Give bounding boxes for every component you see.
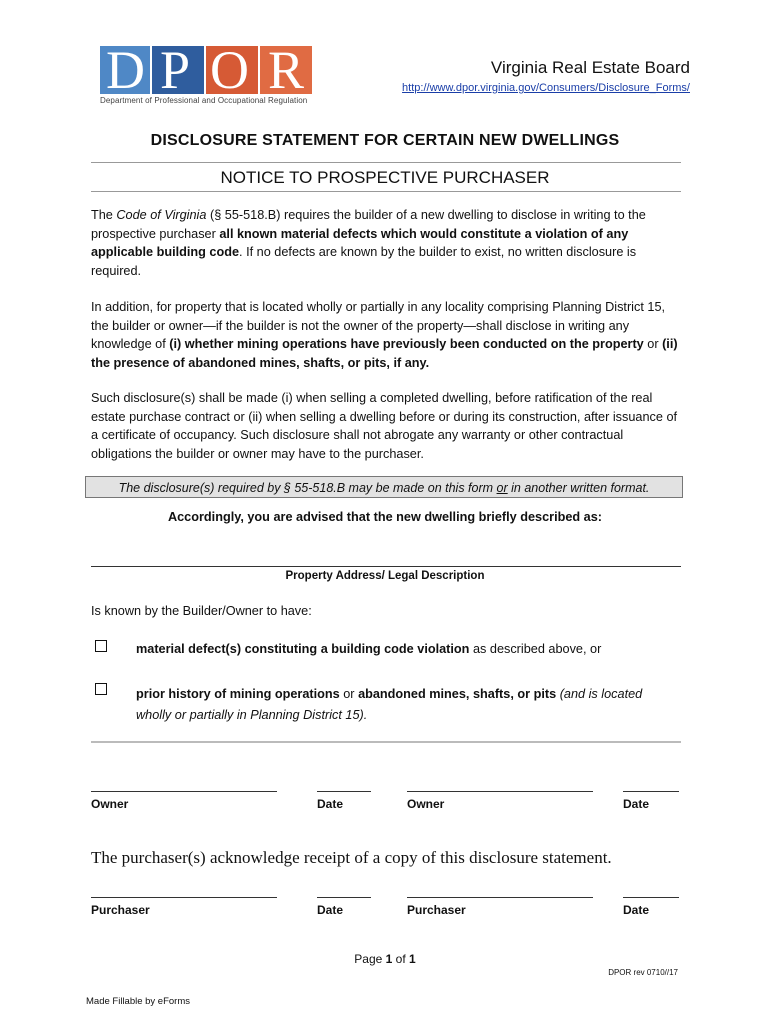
logo-letter: R	[268, 40, 305, 100]
form-subtitle: NOTICE TO PROSPECTIVE PURCHASER	[220, 168, 550, 187]
date-label: Date	[317, 797, 344, 811]
purchaser-label: Purchaser	[91, 903, 150, 917]
subtitle-divider	[91, 191, 681, 192]
owner-date-field[interactable]	[623, 791, 679, 792]
purchaser-signature-field[interactable]	[91, 897, 277, 898]
disclosure-forms-link[interactable]: http://www.dpor.virginia.gov/Consumers/Disclosure_Forms/	[402, 82, 690, 94]
property-address-field[interactable]	[91, 566, 681, 567]
known-statement: Is known by the Builder/Owner to have:	[91, 604, 312, 618]
page-number: Page 1 of 1	[354, 952, 416, 966]
purchaser-signature-field[interactable]	[407, 897, 593, 898]
paragraph-mining-disclosure: In addition, for property that is located wholly or partially in any locality comprising Planning District 15, the builder or owner—if the builder is not the owner of the property—shall disclose in writing any knowledge of (i) whether mining operations have previously been conducted on the property or (ii) the presence of abandoned mines, shafts, or pits, if any.	[91, 300, 678, 370]
option-mining-label: prior history of mining operations or abandoned mines, shafts, or pits (and is located wholly or partially in Planning District 15).	[136, 687, 643, 722]
date-label: Date	[317, 903, 344, 917]
format-note-box: The disclosure(s) required by § 55-518.B may be made on this form or in another written format.	[85, 476, 683, 498]
owner-date-field[interactable]	[317, 791, 371, 792]
logo-letter: D	[106, 40, 145, 100]
mining-operations-checkbox[interactable]	[95, 683, 107, 695]
owner-label: Owner	[407, 797, 445, 811]
property-address-label: Property Address/ Legal Description	[285, 570, 485, 582]
options-divider	[91, 741, 681, 743]
logo-letter: P	[160, 40, 191, 100]
option-building-code-label: material defect(s) constituting a building code violation as described above, or	[136, 642, 602, 656]
dpor-logo	[100, 40, 312, 108]
logo-tagline: Department of Professional and Occupational Regulation	[100, 96, 308, 105]
revision-label: DPOR rev 0710//17	[608, 968, 678, 977]
paragraph-code-requirement: The Code of Virginia (§ 55-518.B) requires the builder of a new dwelling to disclose in writing to the prospective purchaser all known material defects which would constitute a violation of any applicable building code. If no defects are known by the builder to exist, no written disclosure is required.	[91, 208, 646, 278]
owner-label: Owner	[91, 797, 129, 811]
purchaser-date-field[interactable]	[623, 897, 679, 898]
title-divider	[91, 162, 681, 163]
purchaser-date-field[interactable]	[317, 897, 371, 898]
advised-statement: Accordingly, you are advised that the new dwelling briefly described as:	[167, 510, 603, 524]
board-title: Virginia Real Estate Board	[490, 58, 690, 77]
logo-letter: O	[210, 40, 249, 100]
owner-signature-field[interactable]	[407, 791, 593, 792]
purchaser-label: Purchaser	[407, 903, 466, 917]
owner-signature-field[interactable]	[91, 791, 277, 792]
acknowledgement-statement: The purchaser(s) acknowledge receipt of a copy of this disclosure statement.	[91, 848, 612, 867]
date-label: Date	[623, 903, 650, 917]
eforms-credit: Made Fillable by eForms	[86, 996, 191, 1007]
paragraph-timing: Such disclosure(s) shall be made (i) when selling a completed dwelling, before ratification of the real estate purchase contract or (ii) when selling a dwelling before or during its construction, after issuance of a certificate of occupancy. Such disclosure shall not abrogate any warranty or other contractual obligations the builder or owner may have to the purchaser.	[91, 391, 678, 461]
form-title: DISCLOSURE STATEMENT FOR CERTAIN NEW DWELLINGS	[150, 132, 620, 149]
building-code-violation-checkbox[interactable]	[95, 640, 107, 652]
date-label: Date	[623, 797, 650, 811]
